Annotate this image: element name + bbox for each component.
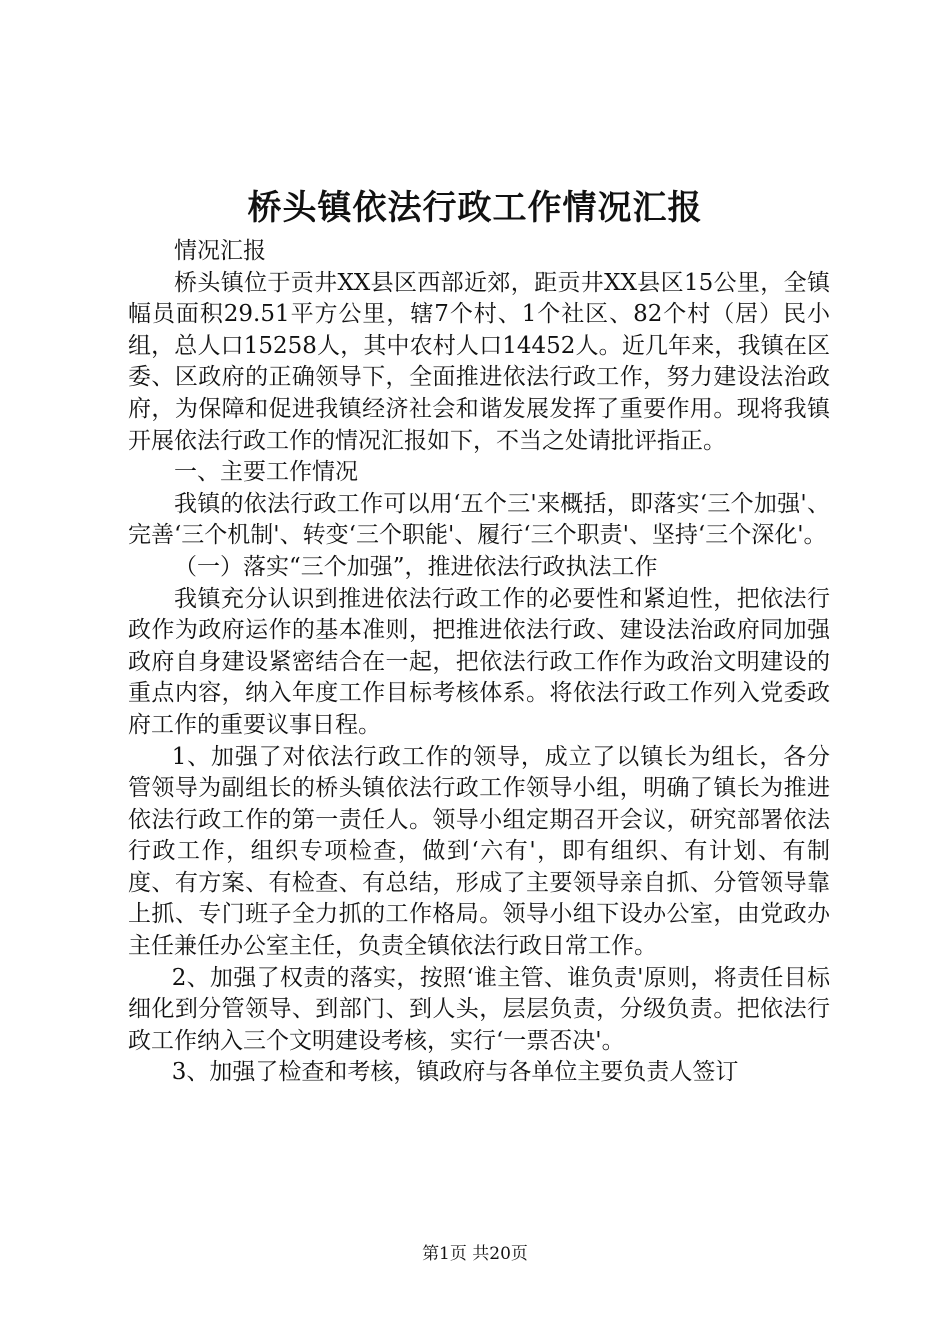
document-title: 桥头镇依法行政工作情况汇报 — [247, 188, 703, 228]
paragraph-subtitle: 情况汇报 — [174, 238, 266, 264]
list-item-3: 3、加强了检查和考核，镇政府与各单位主要负责人签订 — [171, 1059, 739, 1086]
list-item-1: 1、加强了对依法行政工作的领导，成立了以镇长为组长，各分管领导为副组长的桥头镇依法行政工作领导小组，明确了镇长为推进依法行政工作的第一责任人。领导小组定期召开会议，研究部署依法行政工作，组织专项检查，做到‘六有'，即有组织、有计划、有制度、有方案、有检查、有总结，形成了主要领导亲自抓、分管领导靠上抓、专门班子全力抓的工作格局。领导小组下设办公室，由党政办主任兼任办公室主任，负责全镇依法行政日常工作。 — [128, 743, 830, 960]
list-item-2: 2、加强了权责的落实，按照‘谁主管、谁负责'原则，将责任目标细化到分管领导、到部门、到人头，层层负责，分级负责。把依法行政工作纳入三个文明建设考核，实行‘一票否决'。 — [128, 964, 830, 1054]
document-body — [128, 236, 830, 1089]
paragraph-intro: 桥头镇位于贡井XX县区西部近郊，距贡井XX县区15公里，全镇幅员面积29.51平方公里，辖7个村、1个社区、82个村（居）民小组，总人口15258人，其中农村人口14452人。近几年来，我镇在区委、区政府的正确领导下，全面推进依法行政工作，努力建设法治政府，为保障和促进我镇经济社会和谐发展发挥了重要作用。现将我镇开展依法行政工作的情况汇报如下，不当之处请批评指正。 — [128, 269, 830, 454]
page-number: 第1页 共20页 — [422, 1244, 528, 1264]
paragraph-body: 我镇充分认识到推进依法行政工作的必要性和紧迫性，把依法行政作为政府运作的基本准则，把推进依法行政、建设法治政府同加强政府自身建设紧密结合在一起，把依法行政工作作为政治文明建设的重点内容，纳入年度工作目标考核体系。将依法行政工作列入党委政府工作的重要议事日程。 — [128, 585, 830, 738]
section-heading: 一、主要工作情况 — [174, 459, 358, 486]
subsection-heading: （一）落实“三个加强”，推进依法行政执法工作 — [174, 553, 658, 580]
paragraph-summary: 我镇的依法行政工作可以用‘五个三'来概括，即落实‘三个加强'、完善‘三个机制'、转变‘三个职能'、履行‘三个职责'、坚持‘三个深化'。 — [128, 490, 830, 549]
